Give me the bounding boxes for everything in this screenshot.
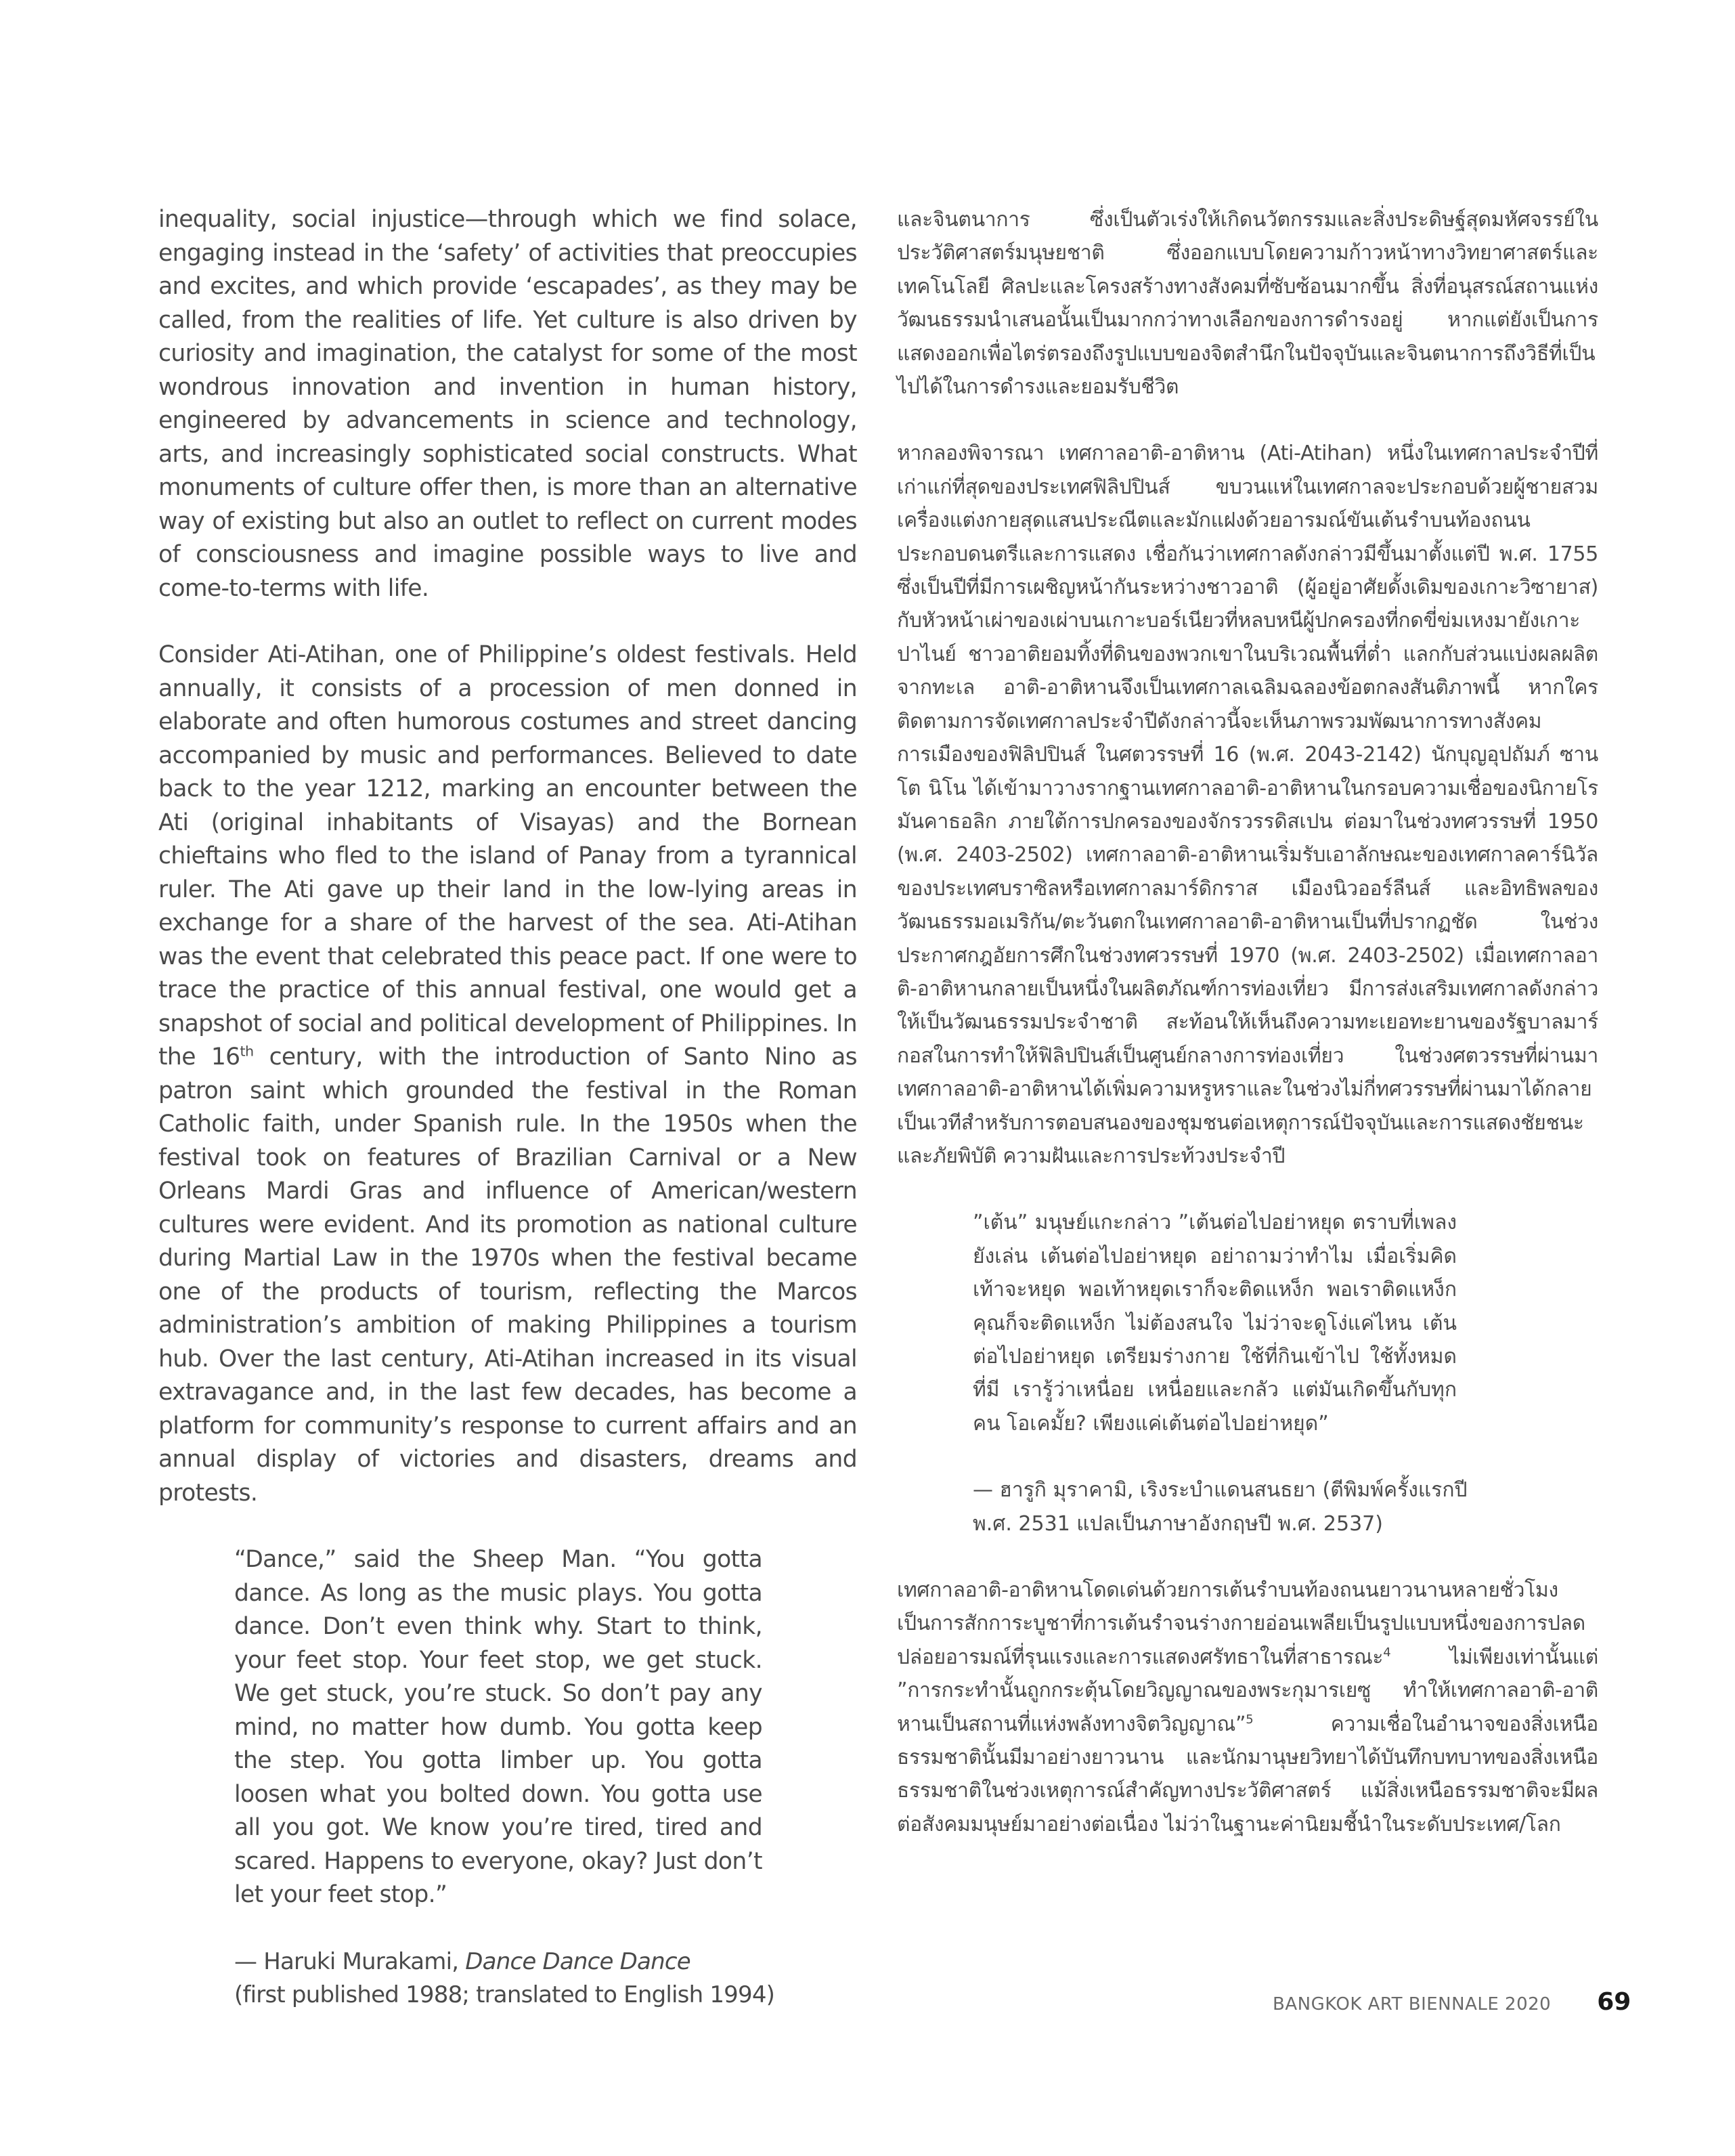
publication-name: BANGKOK ART BIENNALE 2020	[1273, 1994, 1552, 2014]
footnote-superscript: th	[240, 1043, 254, 1060]
body-paragraph	[897, 1574, 1598, 1841]
blockquote-citation	[234, 1945, 776, 2012]
paragraph-text: ความเชื่อในอำนาจของสิ่งเหนือธรรมชาตินั้นมีมาอย่างยาวนาน และนักมานุษยวิทยาได้บันทึกบทบาทของสิ่งเหนือธรรมชาติในช่วงเหตุการณ์สำคัญทางประวัติศาสตร์ แม้สิ่งเหนือธรรมชาติจะมีผลต่อสังคมมนุษย์มาอย่างต่อเนื่อง ไม่ว่าในฐานะค่านิยมชี้นำในระดับประเทศ/โลก	[897, 1712, 1598, 1836]
body-paragraph: inequality, social injustice—through which we find solace, engaging instead in the ‘safety’ of activities that preoccupies and excites, and which provide ‘escapades’, as they may be called, from the realities of life. Yet culture is also driven by curiosity and imagination, the catalyst for some of the most wondrous innovation and invention in human history, engineered by advancements in science and technology, arts, and increasingly sophisticated social constructs. What monuments of culture offer then, is more than an alternative way of existing but also an outlet to reflect on current modes of consciousness and imagine possible ways to live and come-to-terms with life.	[158, 206, 857, 602]
footnote-superscript: 4	[1383, 1645, 1391, 1660]
page-footer	[1273, 1988, 1631, 2016]
paragraph-text: century, with the introduction of Santo Nino as patron saint which grounded the festival in the Roman Catholic faith, under Spanish rule. In the 1950s when the festival took on features of Brazilian Carnival or a New Orleans Mardi Gras and influence of American/western cultures were evident. And its promotion as national culture during Martial Law in the 1970s when the festival became one of the products of tourism, reflecting the Marcos administration’s ambition of making Philippines a tourism hub. Over the last century, Ati-Atihan increased in its visual extravagance and, in the last few decades, has become a platform for community’s response to current affairs and an annual display of victories and disasters, dreams and protests.	[158, 1043, 858, 1507]
thai-column	[897, 203, 1598, 1841]
paragraph-text: Consider Ati-Atihan, one of Philippine’s oldest festivals. Held annually, it consists of a procession of men donned in elaborate and often humorous costumes and street dancing accompanied by music and performances. Believed to date back to the year 1212, marking an encounter between the Ati (original inhabitants of Visayas) and the Bornean chieftains who fled to the island of Panay from a tyrannical ruler. The Ati gave up their land in the low-lying areas in exchange for a share of the harvest of the sea. Ati-Atihan was the event that celebrated this peace pact. If one were to trace the practice of this annual festival, one would get a snapshot of social and political development of Philippines. In the 16	[158, 641, 857, 1071]
citation-author: — Haruki Murakami,	[234, 1947, 466, 1975]
page-number: 69	[1597, 1988, 1631, 2016]
body-paragraph: และจินตนาการ ซึ่งเป็นตัวเร่งให้เกิดนวัตกรรมและสิ่งประดิษฐ์สุดมหัศจรรย์ในประวัติศาสตร์มนุษยชาติ ซึ่งออกแบบโดยความก้าวหน้าทางวิทยาศาสตร์และเทคโนโลยี ศิลปะและโครงสร้างทางสังคมที่ซับซ้อนมากขึ้น สิ่งที่อนุสรณ์สถานแห่งวัฒนธรรมนำเสนอนั้นเป็นมากกว่าทางเลือกของการดำรงอยู่ หากแต่ยังเป็นการแสดงออกเพื่อไตร่ตรองถึงรูปแบบของจิตสำนึกในปัจจุบันและจินตนาการถึงวิธีที่เป็นไปได้ในการดำรงและยอมรับชีวิต	[897, 208, 1598, 400]
blockquote-citation: — ฮารูกิ มุราคามิ, เริงระบำแดนสนธยา (ตีพิมพ์ครั้งแรกปี พ.ศ. 2531 แปลเป็นภาษาอังกฤษปี พ.ศ. 2537)	[973, 1478, 1468, 1536]
english-column	[158, 203, 857, 2012]
body-paragraph: หากลองพิจารณา เทศกาลอาติ-อาติหาน (Ati-Atihan) หนึ่งในเทศกาลประจำปีที่เก่าแก่ที่สุดของประเทศฟิลิปปินส์ ขบวนแห่ในเทศกาลจะประกอบด้วยผู้ชายสวมเครื่องแต่งกายสุดแสนประณีตและมักแฝงด้วยอารมณ์ขันเต้นรำบนท้องถนนประกอบดนตรีและการแสดง เชื่อกันว่าเทศกาลดังกล่าวมีขึ้นมาตั้งแต่ปี พ.ศ. 1755 ซึ่งเป็นปีที่มีการเผชิญหน้ากันระหว่างชาวอาติ (ผู้อยู่อาศัยดั้งเดิมของเกาะวิซายาส) กับหัวหน้าเผ่าของเผ่าบนเกาะบอร์เนียวที่หลบหนีผู้ปกครองที่กดขี่ข่มเหงมายังเกาะปาไนย์ ชาวอาติยอมทิ้งที่ดินของพวกเขาในบริเวณพื้นที่ต่ำ แลกกับส่วนแบ่งผลผลิตจากทะเล อาติ-อาติหานจึงเป็นเทศกาลเฉลิมฉลองข้อตกลงสันติภาพนี้ หากใครติดตามการจัดเทศกาลประจำปีดังกล่าวนี้จะเห็นภาพรวมพัฒนาการทางสังคมการเมืองของฟิลิปปินส์ ในศตวรรษที่ 16 (พ.ศ. 2043-2142) นักบุญอุปถัมภ์ ซานโต นิโน ได้เข้ามาวางรากฐานเทศกาลอาติ-อาติหานในกรอบความเชื่อของนิกายโรมันคาธอลิก ภายใต้การปกครองของจักรวรรดิสเปน ต่อมาในช่วงทศวรรษที่ 1950 (พ.ศ. 2403-2502) เทศกาลอาติ-อาติหานเริ่มรับเอาลักษณะของเทศกาลคาร์นิวัลของประเทศบราซิลหรือเทศกาลมาร์ดิกราส เมืองนิวออร์ลีนส์ และอิทธิพลของวัฒนธรรมอเมริกัน/ตะวันตกในเทศกาลอาติ-อาติหานเป็นที่ปรากฏชัด ในช่วงประกาศกฎอัยการศึกในช่วงทศวรรษที่ 1970 (พ.ศ. 2403-2502) เมื่อเทศกาลอาติ-อาติหานกลายเป็นหนึ่งในผลิตภัณฑ์การท่องเที่ยว มีการส่งเสริมเทศกาลดังกล่าวให้เป็นวัฒนธรรมประจำชาติ สะท้อนให้เห็นถึงความทะเยอทะยานของรัฐบาลมาร์กอสในการทำให้ฟิลิปปินส์เป็นศูนย์กลางการท่องเที่ยว ในช่วงศตวรรษที่ผ่านมาเทศกาลอาติ-อาติหานได้เพิ่มความหรูหราและในช่วงไม่กี่ทศวรรษที่ผ่านมาได้กลายเป็นเวทีสำหรับการตอบสนองของชุมชนต่อเหตุการณ์ปัจจุบันและการแสดงชัยชนะและภัยพิบัติ ความฝันและการประท้วงประจำปี	[897, 441, 1598, 1168]
citation-note: (first published 1988; translated to English 1994)	[234, 1981, 775, 2008]
blockquote: “Dance,” said the Sheep Man. “You gotta dance. As long as the music plays. You gotta dance. Don’t even think why. Start to think, your feet stop. Your feet stop, we get stuck. We get stuck, you’re stuck. So don’t pay any mind, no matter how dumb. You gotta keep the step. You gotta limber up. You gotta loosen what you bolted down. You gotta use all you got. We know you’re tired, tired and scared. Happens to everyone, okay? Just don’t let your feet stop.”	[234, 1546, 762, 1908]
citation-title: Dance Dance Dance	[465, 1947, 690, 1975]
body-paragraph	[158, 639, 857, 1510]
paragraph-text: เทศกาลอาติ-อาติหานโดดเด่นด้วยการเต้นรำบนท้องถนนยาวนานหลายชั่วโมง เป็นการสักการะบูชาที่การเต้นรำจนร่างกายอ่อนเพลียเป็นรูปแบบหนึ่งของการปลดปล่อยอารมณ์ที่รุนแรงและการแสดงศรัทธาในที่สาธารณะ	[897, 1578, 1585, 1669]
footnote-superscript: 5	[1246, 1712, 1254, 1727]
paragraph-text: ไม่เพียงเท่านั้นแต่ ”การกระทำนั้นถูกกระตุ้นโดยวิญญาณของพระกุมารเยซู ทำให้เทศกาลอาติ-อาติหานเป็นสถานที่แห่งพลังทางจิตวิญญาณ”	[897, 1645, 1598, 1736]
blockquote: ”เต้น” มนุษย์แกะกล่าว ”เต้นต่อไปอย่าหยุด ตราบที่เพลงยังเล่น เต้นต่อไปอย่าหยุด อย่าถามว่าทำไม เมื่อเริ่มคิดเท้าจะหยุด พอเท้าหยุดเราก็จะติดแหง็ก พอเราติดแหง็กคุณก็จะติดแหง็ก ไม่ต้องสนใจ ไม่ว่าจะดูโง่แค่ไหน เต้นต่อไปอย่าหยุด เตรียมร่างกาย ใช้ที่กินเข้าไป ใช้ทั้งหมดที่มี เรารู้ว่าเหนื่อย เหนื่อยและกลัว แต่มันเกิดขึ้นกับทุกคน โอเคมั้ย? เพียงแค่เต้นต่อไปอย่าหยุด”	[973, 1211, 1457, 1436]
